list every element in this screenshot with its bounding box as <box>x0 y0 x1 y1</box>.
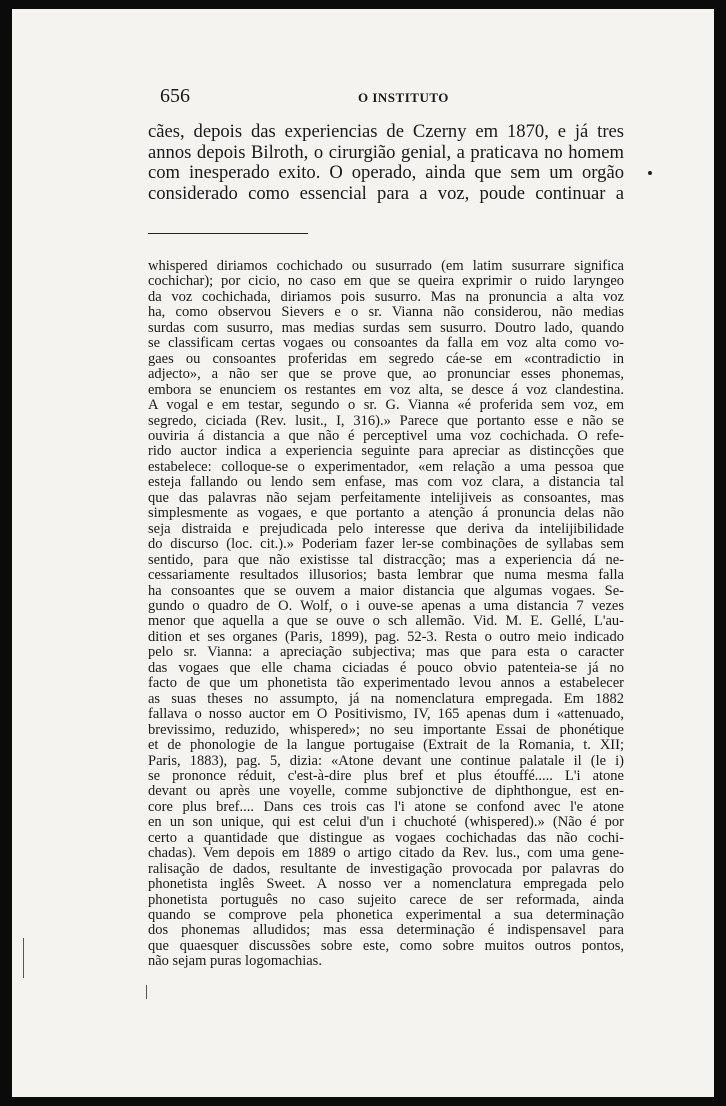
scan-mark <box>146 985 147 999</box>
footnote-rule <box>148 233 308 234</box>
footnote-line: menor que aquella a que se ouve o sch allemão. Vid. M. E. Gellé, L'au- <box>148 613 624 630</box>
footnote-line: das vogaes que elle chama ciciadas é pouco obvio patenteia-se já no <box>148 659 624 676</box>
footnote-line: devant ou après une voyelle, comme subjonctive de diphthongue, est en- <box>148 783 624 800</box>
body-line: annos depois Bilroth, o cirurgião genial, a praticava no homem <box>148 141 624 163</box>
footnote-line: phonetista português no caso sujeito carece de ser reformada, ainda <box>148 891 624 908</box>
footnote-line: não sejam puras logomachias. <box>148 953 322 970</box>
footnote-line: ha, como observou Sievers e o sr. Vianna não considerou, não medias <box>148 304 624 321</box>
footnote-line: estabelece: colloque-se o experimentador, «em relação a uma pessoa que <box>148 458 624 475</box>
footnote-line: da voz cochichada, diriamos pois susurro. Mas na pronuncia a alta voz <box>148 288 624 305</box>
footnote-line: phonetista inglês Sweet. A nosso ver a nomenclatura empregada pelo <box>148 876 624 893</box>
footnote-line: dos phonemas alludidos; mas essa determinação é indispensavel para <box>148 922 624 939</box>
body-line: cães, depois das experiencias de Czerny em 1870, e já tres <box>148 121 624 142</box>
footnote-line: rido auctor indica a experiencia seguinte para apreciar as distincções que <box>148 443 624 460</box>
footnote-line: en un son unique, qui est celui d'un i chuchoté (whispered).» (Não é por <box>148 814 624 831</box>
footnote-line: que quaesquer discussões sobre este, como sobre muitos outros pontos, <box>148 937 624 954</box>
footnote-line: whispered diriamos cochichado ou susurrado (em latim susurrare significa <box>148 258 624 274</box>
footnote-line: core plus bref.... Dans ces trois cas l'i atone se confond avec l'e atone <box>148 798 624 815</box>
body-text <box>148 122 624 204</box>
footnote-line: A vogal e em testar, segundo o sr. G. Vianna «é proferida sem voz, em <box>148 397 624 414</box>
footnote-line: que das palavras não sejam perfeitamente intelijiveis as consoantes, mas <box>148 489 624 506</box>
scan-speck <box>648 171 652 175</box>
footnote-line: embora se enunciem os restantes em voz alta, se desce á voz clandestina. <box>148 381 624 398</box>
footnote-line: gundo o quadro de O. Wolf, o i ouve-se apenas a uma distancia 7 vezes <box>148 597 624 614</box>
body-line: com inesperado exito. O operado, ainda que sem um orgão <box>148 162 624 183</box>
footnote-line: se classificam certas vogaes ou consoantes da falla em voz alta como vo- <box>148 335 624 352</box>
footnote-line: sentido, para que não existisse tal distracção; mas a experiencia dá ne- <box>148 551 624 568</box>
footnote-line: quando se comprove pela phonetica experimental a sua determinação <box>148 907 624 924</box>
footnote-line: facto de que um phonetista tão experimentado levou annos a estabelecer <box>148 675 624 692</box>
footnote-line: certo a quantidade que distingue as vogaes cochichadas das não cochi- <box>148 829 624 846</box>
footnote-line: cessariamente resultados illusorios; basta lembrar que numa mesma falla <box>148 567 624 584</box>
scan-mark <box>23 938 24 978</box>
footnote-line: et de phonologie de la langue portugaise (Extrait de la Romania, t. XII; <box>148 737 624 754</box>
page-header <box>160 85 636 109</box>
footnote-line: se prononce réduit, c'est-à-dire plus bref et plus étouffé..... L'i atone <box>148 767 624 784</box>
footnote-line: adjecto», a não ser que se prove que, ao pronunciar esses phonemas, <box>148 366 624 383</box>
running-head: O INSTITUTO <box>358 90 449 105</box>
footnote-line: fallava o nosso auctor em O Positivismo, IV, 165 apenas dum i «attenuado, <box>148 706 624 723</box>
footnote-line: esteja fallando ou lendo sem enfase, mas com voz clara, a distancia tal <box>148 474 624 491</box>
footnote-line: Paris, 1883), pag. 5, dizia: «Atone devant une continue palatale il (le i) <box>148 752 624 769</box>
footnote-line: brevissimo, reduzido, whispered»; no seu importante Essai de phonétique <box>148 721 624 738</box>
footnote-line: pelo sr. Vianna: a apreciação subjectiva; mas que para esta o caracter <box>148 644 624 661</box>
footnote-line: segredo, ciciada (Rev. lusit., I, 316).» Parece que portanto esse e não se <box>148 412 624 429</box>
footnote-line: do discurso (loc. cit.).» Poderiam fazer ler-se combinações de syllabas sem <box>148 536 624 553</box>
footnote-line: ouviria á distancia a que não é perceptivel uma voz cochichada. O refe- <box>148 427 624 444</box>
footnote-line: surdas com susurro, mas medias surdas sem susurro. Doutro lado, quando <box>148 319 624 336</box>
footnote-line: gaes ou consoantes proferidas em segredo cáe-se em «contradictio in <box>148 350 624 367</box>
footnote-line: as suas theses no assumpto, já na nomenclatura empregada. Em 1882 <box>148 690 624 707</box>
footnote-line: cochichar); por cicio, no caso em que se queira exprimir o ruido laryngeo <box>148 273 624 290</box>
footnote-line: simplesmente as vogaes, e que portanto a atenção á pronuncia delas não <box>148 505 624 522</box>
page-number: 656 <box>160 85 190 107</box>
footnote-line: dition et ses organes (Paris, 1899), pag. 52-3. Resta o outro meio indicado <box>148 628 624 645</box>
footnote <box>148 259 624 970</box>
body-line: considerado como essencial para a voz, poude continuar a <box>148 182 624 204</box>
footnote-line: ha consoantes que se ouvem a maior distancia que algumas vogaes. Se- <box>148 582 624 599</box>
footnote-line: chadas). Vem depois em 1889 o artigo citado da Rev. lus., com uma gene- <box>148 845 624 862</box>
footnote-line: seja distraida e prejudicada pelo interesse que deriva da intelijibilidade <box>148 520 624 537</box>
footnote-line: ralisação de dados, resultante de investigação provocada por palavras do <box>148 860 624 877</box>
